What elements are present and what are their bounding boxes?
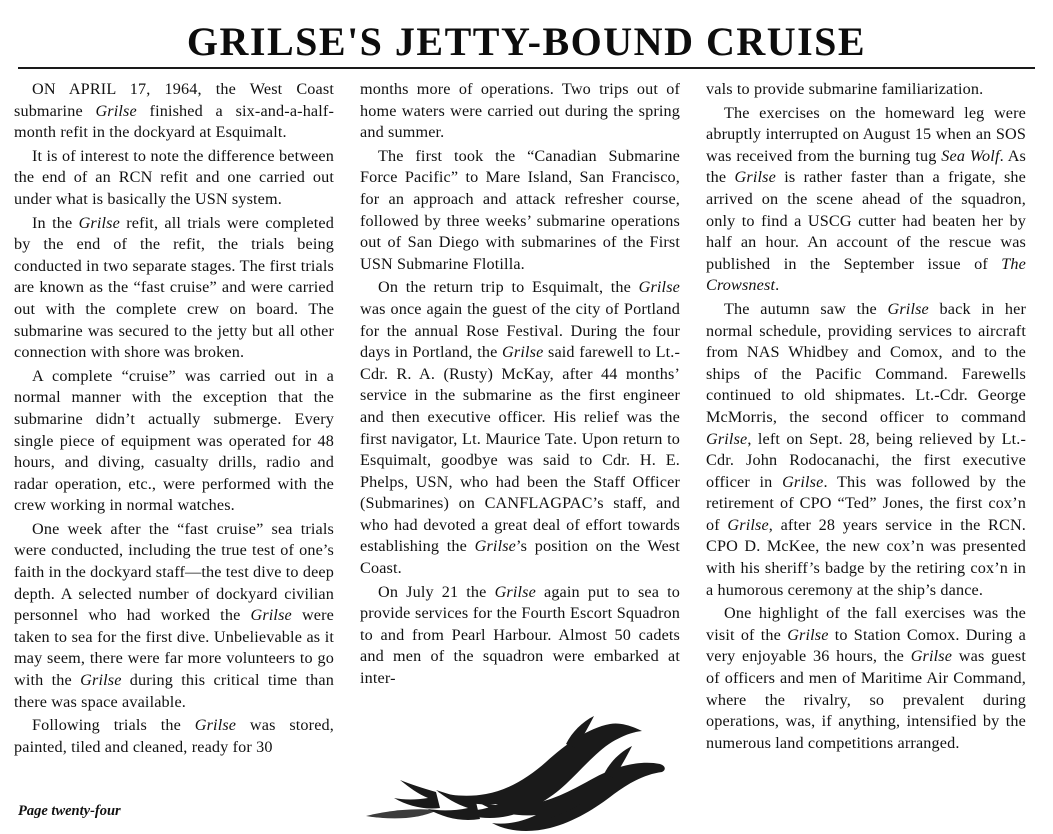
paragraph: A complete “cruise” was carried out in a normal manner with the exception that the submarine didn’t actually submerge. Every single piece of equipment was operated for 48 hours, and diving, casualty drills, radio and radar operation, etc., were performed with the crew working in normal watches.	[14, 366, 334, 515]
paragraph: vals to provide submarine familiarization.	[706, 80, 984, 98]
column-1	[14, 79, 334, 760]
paragraph: On the return trip to Esquimalt, the Grilse was once again the guest of the city of Portland for the annual Rose Festival. During the four days in Portland, the Grilse said farewell to Lt.-Cdr. R. A. (Rusty) McKay, after 44 months’ service in the submarine as the first engineer and then executive officer. His relief was the first navigator, Lt. Maurice Tate. Upon return to Esquimalt, goodbye was said to Cdr. H. E. Phelps, USN, who had been the Staff Officer (Submarines) on CANFLAGPAC’s staff, and who had devoted a great deal of effort towards establishing the Grilse’s position on the West Coast.	[360, 278, 680, 578]
paragraph: The first took the “Canadian Submarine Force Pacific” to Mare Island, San Francisco, for an approach and attack refresher course, followed by three weeks’ submarine operations out of San Diego with submarines of the First USN Submarine Flotilla.	[360, 146, 680, 273]
paragraph: On July 21 the Grilse again put to sea to provide services for the Fourth Escort Squadron to and from Pearl Harbour. Almost 50 cadets and men of the squadron were embarked at inter-	[360, 582, 680, 688]
paragraph: months more of operations. Two trips out of home waters were carried out during the spring and summer.	[360, 80, 680, 142]
paragraph: ON APRIL 17, 1964, the West Coast submarine Grilse finished a six-and-a-half-month refit in the dockyard at Esquimalt.	[14, 80, 334, 142]
paragraph: Following trials the Grilse was stored, painted, tiled and cleaned, ready for 30	[14, 716, 334, 756]
paragraph: The exercises on the homeward leg were abruptly interrupted on August 15 when an SOS was received from the burning tug Sea Wolf. As the Grilse is rather faster than a frigate, she arrived on the scene ahead of the squadron, only to find a USCG cutter had beaten her by half an hour. An account of the rescue was published in the September issue of The Crowsnest.	[706, 103, 1026, 295]
paragraph: One week after the “fast cruise” sea trials were conducted, including the true test of one’s faith in the dockyard staff—the test dive to deep depth. A selected number of dockyard civilian personnel who had worked the Grilse were taken to sea for the first dive. Unbelievable as it may seem, there were far more volunteers to go with the Grilse during this critical time than there was space available.	[14, 519, 335, 711]
paragraph: One highlight of the fall exercises was the visit of the Grilse to Station Comox. During a very enjoyable 36 hours, the Grilse was guest of officers and men of Maritime Air Command, where the rivalry, so prevalent during operations, was, if anything, intensified by the numerous land competitions arranged.	[706, 604, 1026, 752]
dolphins-illustration	[360, 704, 680, 834]
paragraph: The autumn saw the Grilse back in her normal schedule, providing services to aircraft from NAS Whidbey and Comox, and to the ships of the Pacific Command. Farewells continued to old shipmates. Lt.-Cdr. George McMorris, the second officer to command Grilse, left on Sept. 28, being relieved by Lt.-Cdr. John Rodocanachi, the first executive officer in Grilse. This was followed by the retirement of CPO “Ted” Jones, the first cox’n of Grilse, after 28 years service in the RCN. CPO D. McKee, the new cox’n was presented with his sheriff’s badge by the retiring cox’n in a humorous ceremony at the ship’s dance.	[706, 299, 1026, 599]
article-columns	[14, 79, 1039, 834]
page-number: Page twenty-four	[18, 803, 121, 819]
paragraph: It is of interest to note the difference between the end of an RCN refit and one carried out under what is basically the USN system.	[14, 146, 334, 208]
paragraph: In the Grilse refit, all trials were completed by the end of the refit, the trials being conducted in two separate stages. The first trials are known as the “fast cruise” and were carried out with the complete crew on board. The submarine was secured to the jetty but all other connection with shore was broken.	[14, 213, 334, 362]
column-2	[360, 79, 680, 834]
title-rule	[18, 67, 1035, 69]
page-title: GRILSE'S JETTY-BOUND CRUISE	[186, 19, 867, 64]
column-3	[706, 79, 1026, 756]
